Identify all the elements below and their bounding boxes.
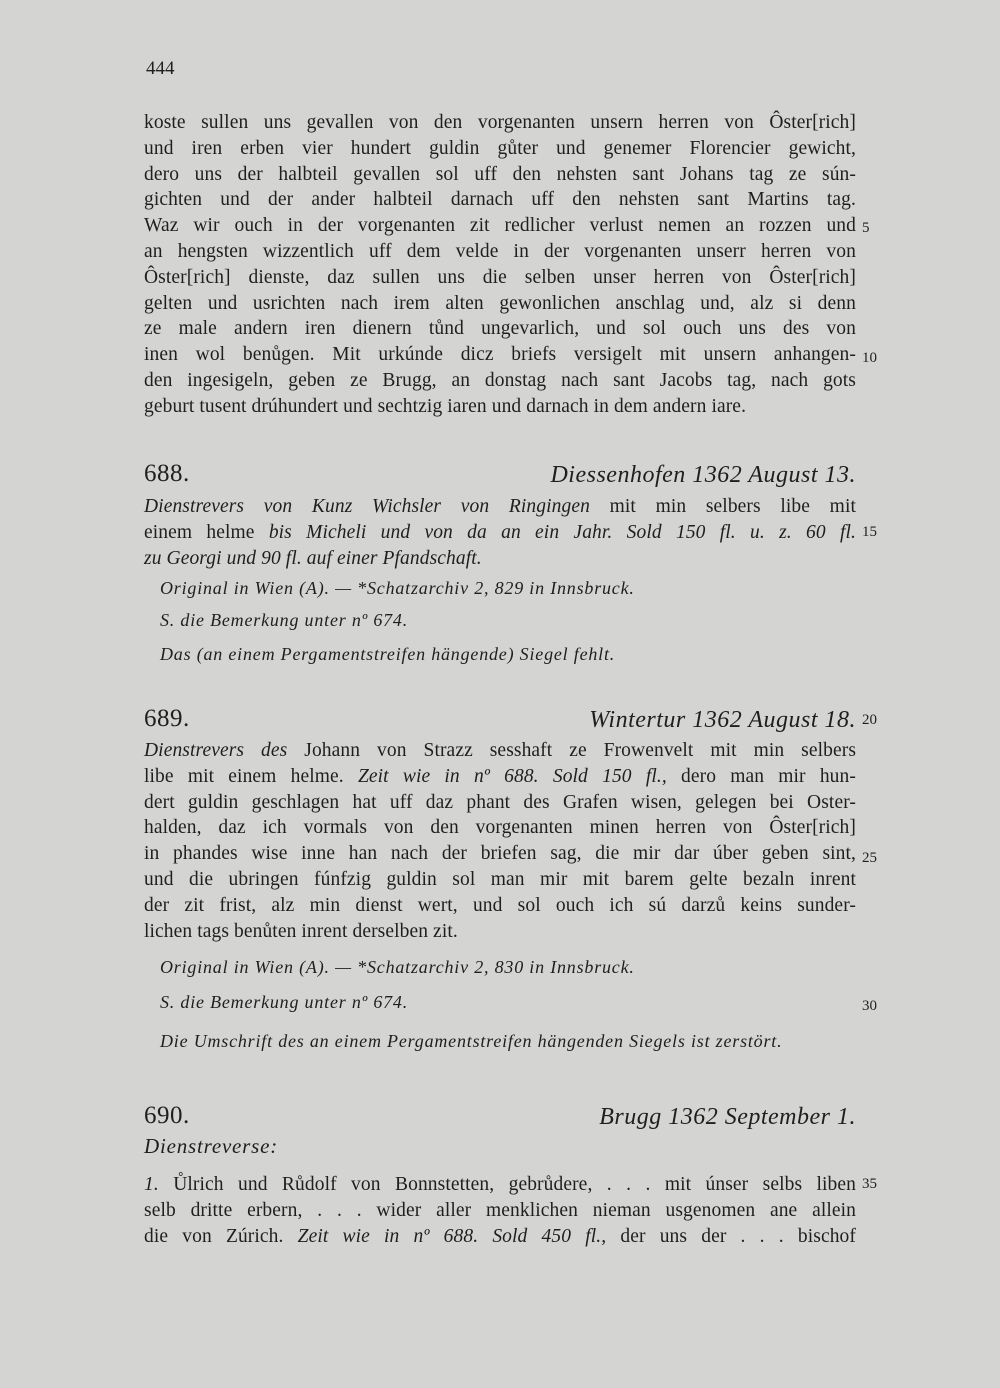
text-line bbox=[144, 790, 856, 816]
text-line: gelten und usrichten nach irem alten gewonlichen anschlag und, alz si denn bbox=[144, 292, 856, 314]
entry-note: S. die Bemerkung unter nº 674. bbox=[160, 610, 409, 630]
text-segment: dero man mir hun- bbox=[666, 765, 856, 787]
entry-heading-690 bbox=[144, 1102, 856, 1134]
italic-segment: Zeit wie in nº 688. Sold 450 fl., bbox=[297, 1225, 607, 1247]
text-line bbox=[144, 919, 856, 945]
margin-line-number: 25 bbox=[862, 850, 877, 866]
text-segment: Ůlrich und Růdolf von Bonnstetten, gebrůdere, . . . mit únser selbs liben bbox=[158, 1174, 856, 1195]
entry-place-date: Wintertur 1362 August 18. bbox=[589, 707, 856, 733]
entry-number: 689. bbox=[144, 705, 190, 732]
text-line bbox=[144, 494, 856, 520]
text-segment: die von Zúrich. bbox=[144, 1225, 298, 1247]
entry-body-689 bbox=[144, 738, 856, 944]
text-line bbox=[144, 1198, 856, 1224]
italic-segment: Dienstrevers des bbox=[144, 740, 288, 761]
text-line: koste sullen uns gevallen von den vorgenanten unsern herren von Ôster[rich] bbox=[144, 112, 856, 133]
entry-body-688 bbox=[144, 494, 856, 571]
text-line bbox=[144, 1172, 856, 1198]
text-line bbox=[144, 546, 856, 572]
margin-line-number: 10 bbox=[862, 350, 877, 366]
text-line bbox=[144, 520, 856, 546]
text-line bbox=[144, 893, 856, 919]
entry-note: Die Umschrift des an einem Pergamentstreifen hängenden Siegels ist zerstört. bbox=[160, 1031, 783, 1051]
entry-number: 688. bbox=[144, 460, 190, 487]
text-line bbox=[144, 764, 856, 790]
entry-place-date: Diessenhofen 1362 August 13. bbox=[550, 462, 856, 488]
margin-line-number: 5 bbox=[862, 220, 870, 236]
text-segment: selb dritte erbern, . . . wider aller menklichen nieman usgenomen ane allein bbox=[144, 1199, 856, 1221]
text-line: den ingesigeln, geben ze Brugg, an donstag nach sant Jacobs tag, nach gots bbox=[144, 369, 856, 391]
text-segment: mit min selbers libe mit bbox=[589, 496, 856, 517]
entry-heading-689 bbox=[144, 705, 856, 737]
text-line bbox=[144, 738, 856, 764]
page-number: 444 bbox=[146, 58, 175, 79]
entry-heading-688 bbox=[144, 460, 856, 492]
text-segment: der uns der . . . bischof bbox=[606, 1225, 856, 1247]
text-segment: in phandes wise inne han nach der briefen sag, die mir dar úber geben sint, bbox=[144, 843, 856, 865]
text-segment: Johann von Strazz sesshaft ze Frowenvelt mit min selbers bbox=[287, 740, 857, 761]
text-line bbox=[144, 815, 856, 841]
margin-line-number: 30 bbox=[862, 998, 877, 1014]
text-line: an hengsten wizzentlich uff dem velde in der vorgenanten unserr herren von bbox=[144, 240, 856, 262]
italic-segment: Zeit wie in nº 688. Sold 150 fl., bbox=[357, 765, 667, 787]
entry-number: 690. bbox=[144, 1102, 190, 1129]
text-segment: libe mit einem helme. bbox=[144, 765, 358, 787]
text-segment: und die ubringen fúnfzig guldin sol man mir mit barem gelte bezaln inrent bbox=[144, 868, 856, 890]
text-line: inen wol benůgen. Mit urkúnde dicz briefs versigelt mit unsern anhangen- bbox=[144, 344, 856, 366]
text-line: und iren erben vier hundert guldin gůter und genemer Florencier gewicht, bbox=[144, 137, 856, 159]
text-line bbox=[144, 867, 856, 893]
intro-paragraph bbox=[144, 110, 856, 420]
entry-note: Das (an einem Pergamentstreifen hängende) Siegel fehlt. bbox=[160, 644, 616, 664]
text-line: Ôster[rich] dienste, daz sullen uns die selben unser herren von Ôster[rich] bbox=[144, 266, 856, 288]
text-line: ze male andern iren dienern tůnd ungevarlich, und sol ouch uns des von bbox=[144, 318, 856, 340]
italic-segment: 1. bbox=[144, 1174, 159, 1195]
text-line: dero uns der halbteil gevallen sol uff den nehsten sant Johans tag ze sún- bbox=[144, 163, 856, 185]
text-segment: der zit frist, alz min dienst wert, und sol ouch ich sú darzů keins sunder- bbox=[144, 894, 856, 916]
text-line bbox=[144, 841, 856, 867]
margin-line-number: 15 bbox=[862, 524, 877, 540]
text-segment: halden, daz ich vormals von den vorgenanten minen herren von Ôster[rich] bbox=[144, 817, 856, 839]
entry-place-date: Brugg 1362 September 1. bbox=[599, 1104, 856, 1130]
text-segment: lichen tags benůten inrent derselben zit. bbox=[144, 920, 458, 942]
text-line bbox=[144, 1224, 856, 1250]
text-line: Waz wir ouch in der vorgenanten zit redlicher verlust nemen an rozzen und bbox=[144, 215, 856, 237]
text-segment: dert guldin geschlagen hat uff daz phant des Grafen wisen, gelegen bei Oster- bbox=[144, 791, 856, 813]
italic-segment: Dienstrevers von Kunz Wichsler von Ringingen bbox=[144, 496, 590, 517]
entry-body-690 bbox=[144, 1172, 856, 1249]
text-segment: einem helme bbox=[144, 521, 269, 543]
text-line: gichten und der ander halbteil darnach uff den nehsten sant Martins tag. bbox=[144, 189, 856, 211]
margin-line-number: 20 bbox=[862, 712, 877, 728]
italic-segment: zu Georgi und 90 fl. auf einer Pfandschaft. bbox=[144, 547, 482, 569]
entry-note: S. die Bemerkung unter nº 674. bbox=[160, 992, 409, 1012]
entry-note: Original in Wien (A). — *Schatzarchiv 2, 830 in Innsbruck. bbox=[160, 957, 635, 977]
margin-line-number: 35 bbox=[862, 1176, 877, 1192]
entry-note: Original in Wien (A). — *Schatzarchiv 2, 829 in Innsbruck. bbox=[160, 578, 635, 598]
text-line: geburt tusent drúhundert und sechtzig iaren und darnach in dem andern iare. bbox=[144, 395, 747, 417]
italic-segment: bis Micheli und von da an ein Jahr. Sold 150 fl. u. z. 60 fl. bbox=[268, 521, 856, 543]
entry-subhead: Dienstreverse: bbox=[144, 1134, 279, 1158]
